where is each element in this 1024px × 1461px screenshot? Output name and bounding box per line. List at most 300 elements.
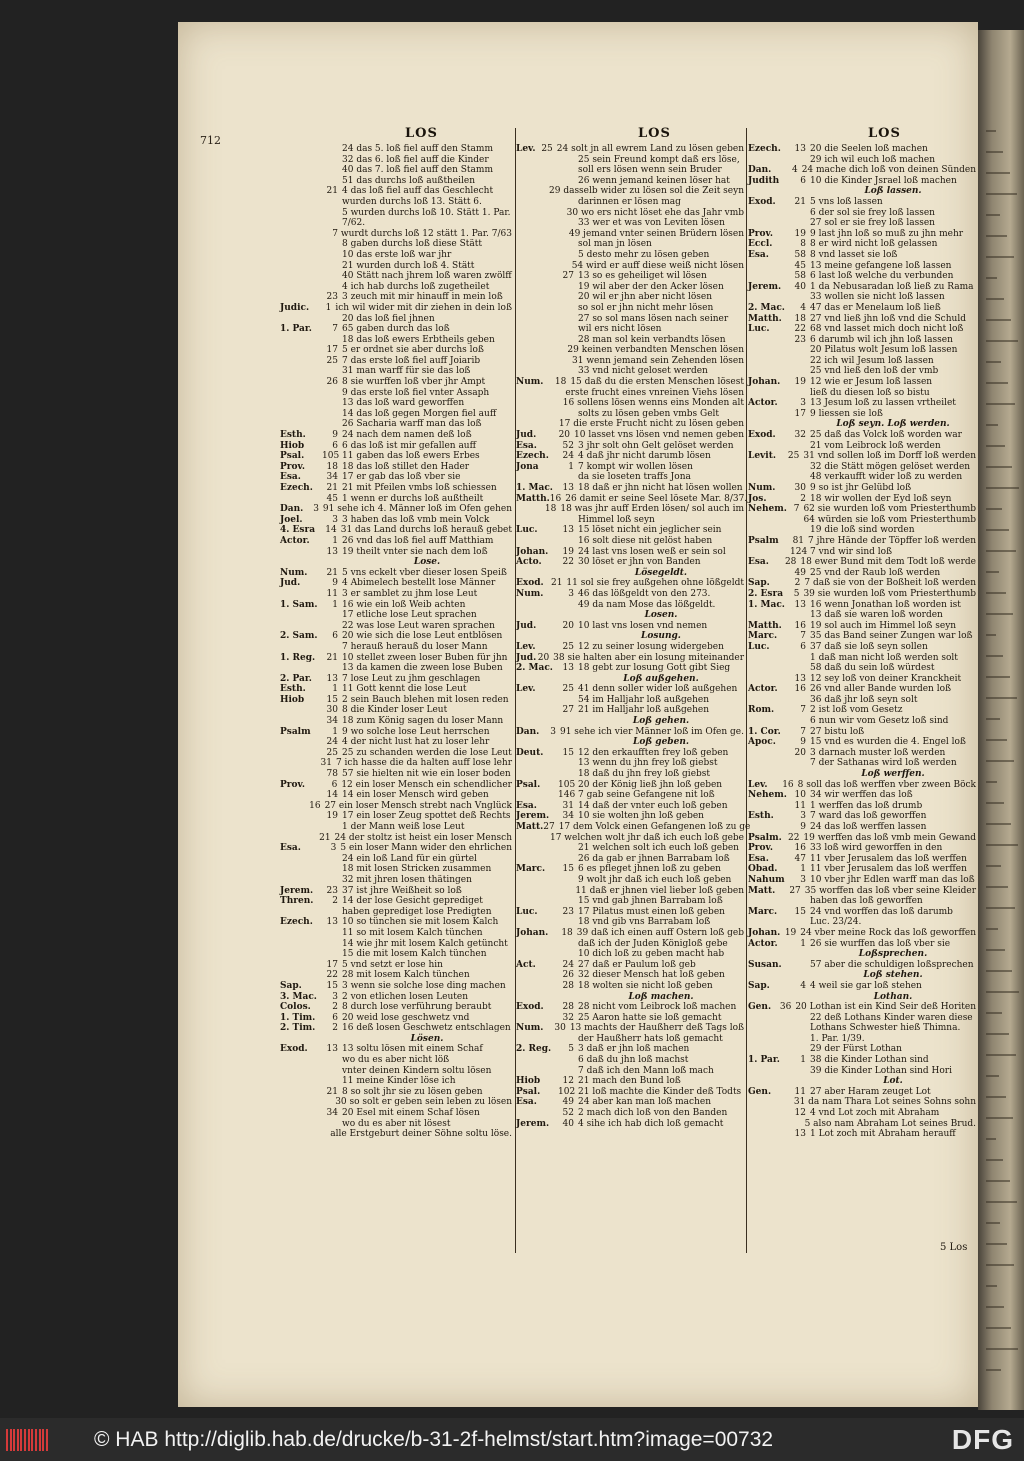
entry-chapter (322, 208, 342, 219)
entry-chapter: 21 (326, 652, 338, 663)
entry-book: 2. Sam. (280, 631, 318, 642)
entry-book (748, 716, 790, 727)
entry-book (748, 695, 790, 706)
entry-text: haben das loß geworffen (810, 896, 923, 907)
entry-text: 13 das loß ward geworffen (342, 398, 465, 409)
index-entry (280, 653, 512, 664)
edge-text-fragment (986, 1138, 996, 1140)
entry-chapter (322, 165, 342, 176)
index-entry (748, 483, 976, 494)
column-head-2: LOS (638, 126, 671, 141)
entry-chapter: 1 (332, 535, 338, 546)
entry-text: 8 sie wurffen loß vber jhr Ampt (342, 377, 486, 388)
entry-book: Esa. (748, 249, 769, 260)
entry-chapter: 13 (562, 663, 574, 674)
entry-text: 8 vnd lasset sie loß (810, 249, 898, 260)
index-entry (748, 398, 976, 409)
entry-book (516, 600, 558, 611)
entry-book (748, 356, 790, 367)
entry-book: Colos. (280, 1002, 311, 1013)
entry-text: 25 Aaron hatte sie loß gemacht (578, 1012, 722, 1023)
entry-chapter: 26 (562, 970, 574, 981)
edge-text-fragment (986, 361, 1001, 363)
index-entry (748, 621, 976, 632)
entry-chapter (790, 716, 810, 727)
entry-book: Num. (516, 1023, 544, 1034)
entry-text: 54 wird er auff diese weiß nicht lösen (571, 260, 744, 271)
entry-text: 3 darnach muster loß werden (810, 747, 946, 758)
entry-chapter: 4 (791, 165, 798, 176)
entry-chapter: 14 (325, 525, 337, 536)
entry-book (516, 674, 558, 685)
index-heading (516, 737, 744, 748)
entry-chapter: 5 (793, 588, 800, 599)
entry-book (516, 854, 558, 865)
entry-chapter: 4 (800, 302, 806, 313)
entry-book (748, 970, 790, 981)
index-entry (516, 949, 744, 960)
entry-chapter: 13 (326, 546, 338, 557)
index-entry (280, 1044, 512, 1055)
entry-text: Lösen. (410, 1033, 444, 1044)
index-entry (516, 419, 744, 430)
entry-text: 91 sehe ich vier Männer loß im Ofen ge. (559, 726, 744, 737)
entry-book (516, 356, 554, 367)
index-entry (516, 854, 744, 865)
entry-book (280, 409, 322, 420)
entry-chapter (790, 419, 810, 430)
entry-book: Exod. (748, 196, 776, 207)
entry-chapter: 9 (800, 822, 806, 832)
entry-book: Nahum (748, 874, 785, 885)
entry-text: 37 daß sie loß seyn sollen (810, 641, 928, 652)
entry-text: 10 die Kinder Jsrael loß machen (810, 175, 957, 186)
entry-text: 9 so ist jhr Gelübd loß (810, 483, 912, 493)
index-entry (748, 451, 976, 462)
index-entry (516, 801, 744, 812)
entry-text: 20 wil er jhn aber nicht lösen (578, 292, 713, 303)
entry-text: 12 ein loser Mensch ein schendlicher (341, 779, 512, 790)
entry-book (516, 186, 537, 197)
entry-text: 16 sollens lösen wenns eins Monden alt (562, 398, 744, 409)
entry-chapter: 13 (794, 599, 806, 610)
copyright-link[interactable]: © HAB http://diglib.hab.de/drucke/b-31-2f-helmst/start.htm?image=00732 (94, 1427, 774, 1451)
entry-book (748, 663, 790, 674)
entry-book (748, 1129, 790, 1140)
entry-book: Psal. (280, 451, 305, 462)
entry-text: 20 das loß fiel jhnen (342, 313, 435, 324)
index-entry (748, 907, 976, 918)
index-entry (280, 780, 512, 791)
edge-text-fragment (986, 172, 1010, 174)
edge-text-fragment (986, 802, 1004, 804)
entry-text: 30 so solt er geben sein leben zu lösen (335, 1097, 512, 1108)
entry-book (516, 769, 558, 780)
entry-text: 7/62. (342, 218, 366, 229)
entry-chapter: 21 (794, 196, 806, 207)
index-entry (516, 303, 744, 314)
entry-book: Marc. (748, 631, 778, 642)
index-entry (748, 197, 976, 208)
index-entry (516, 1002, 744, 1013)
entry-book: 2. Mac. (748, 302, 785, 313)
entry-book: Thren. (280, 896, 314, 907)
entry-text: soll ers lösen wenn sein Bruder (578, 165, 722, 176)
index-entry (280, 949, 512, 960)
entry-chapter (790, 345, 810, 356)
index-entry (280, 684, 512, 695)
entry-chapter: 25 (787, 451, 800, 462)
entry-text: 29 keinen verbandten Menschen lösen (567, 345, 744, 356)
entry-chapter (558, 600, 578, 611)
entry-text: 29 der Fürst Lothan (810, 1044, 902, 1055)
barcode-stripe (24, 1429, 26, 1451)
entry-chapter (558, 769, 578, 780)
entry-chapter (322, 621, 342, 632)
edge-text-fragment (986, 781, 997, 783)
entry-book (516, 398, 547, 409)
index-entry (748, 737, 976, 748)
index-entry (280, 568, 512, 579)
index-column-1 (280, 144, 512, 1254)
entry-book (280, 366, 322, 377)
index-entry (516, 695, 744, 706)
entry-book (280, 186, 322, 197)
index-entry (516, 335, 744, 346)
entry-book (280, 864, 322, 875)
entry-text: 13 daß sie waren loß worden (810, 610, 943, 621)
entry-text: alle Erstgeburt deiner Söhne soltu löse. (330, 1129, 512, 1140)
index-entry (280, 642, 512, 653)
entry-book (748, 896, 790, 907)
index-entry (516, 833, 744, 844)
entry-text: 24 mache dich loß von deinen Sünden (801, 165, 976, 176)
entry-text: 7 lose Leut zu jhm geschlagen (342, 673, 481, 684)
entry-book (748, 292, 790, 303)
entry-text: 1 daß man nicht loß werden solt (810, 652, 958, 663)
index-entry (516, 875, 744, 886)
entry-book: Luc. (516, 525, 538, 536)
entry-book: 1. Mac. (516, 483, 553, 493)
index-entry (516, 928, 744, 939)
index-entry (516, 758, 744, 769)
index-entry (516, 589, 744, 600)
entry-chapter: 16 (794, 684, 806, 695)
entry-book: 2. Reg. (516, 1044, 552, 1055)
entry-text: 25 vnd der Raub loß werden (810, 567, 941, 578)
edge-text-fragment (986, 1348, 1018, 1350)
entry-chapter (315, 229, 332, 240)
entry-chapter: 23 (326, 885, 338, 896)
entry-chapter: 45 (326, 493, 338, 504)
entry-book (280, 621, 322, 632)
entry-text: 14 der lose Gesicht geprediget (342, 896, 483, 907)
index-entry (280, 1002, 512, 1013)
index-entry (516, 186, 744, 197)
entry-chapter (547, 398, 563, 409)
entry-book (748, 208, 790, 219)
entry-book (516, 303, 558, 314)
entry-book (516, 271, 558, 282)
entry-chapter (790, 949, 810, 960)
entry-book (280, 875, 322, 886)
entry-chapter (558, 992, 578, 1003)
index-entry (280, 811, 512, 822)
entry-book: Esa. (516, 440, 537, 451)
entry-chapter (558, 1066, 578, 1077)
index-heading (748, 992, 976, 1003)
index-entry (516, 981, 744, 992)
index-entry (516, 1055, 744, 1066)
entry-text: 22 ich wil Jesum loß lassen (810, 355, 934, 366)
entry-book (516, 737, 558, 748)
entry-text: 35 worffen das loß vber seine Kleider (804, 885, 976, 896)
entry-chapter: 20 (537, 652, 550, 663)
entry-chapter: 16 (794, 843, 806, 854)
entry-text: 6 es pfleget jhnen loß zu geben (578, 864, 721, 875)
entry-chapter (554, 356, 572, 367)
edge-text-fragment (986, 130, 996, 132)
entry-chapter (790, 663, 810, 674)
entry-chapter: 16 (309, 800, 321, 811)
entry-book: Luc. (748, 324, 770, 335)
index-entry (280, 1129, 512, 1140)
index-entry (516, 1034, 744, 1045)
index-entry (748, 218, 976, 229)
index-heading (748, 970, 976, 981)
entry-chapter (322, 610, 342, 621)
entry-text: 8 so solt jhr sie zu lösen geben (342, 1086, 483, 1097)
entry-book (280, 398, 322, 409)
entry-book (280, 960, 322, 971)
entry-chapter (558, 409, 578, 420)
entry-text: 35 das Band seiner Zungen war loß (810, 631, 973, 642)
entry-text: 9 das erste loß fiel vnter Assaph (342, 387, 490, 398)
entry-chapter: 19 (794, 228, 806, 239)
entry-text: 7 daß sie von der Boßheit loß werden (804, 578, 976, 589)
entry-chapter (790, 1023, 810, 1034)
entry-text: Loß geben. (632, 737, 690, 748)
entry-chapter (322, 822, 342, 833)
entry-text: 2 sein Bauch blehen mit losen reden (342, 694, 509, 705)
entry-chapter: 12 (794, 1108, 806, 1119)
entry-text: 15 daß du die ersten Menschen lösest (570, 377, 744, 388)
index-entry (280, 833, 512, 844)
entry-chapter: 28 (784, 557, 797, 568)
index-entry (280, 197, 512, 208)
index-entry (516, 1097, 744, 1108)
next-page-edge (978, 30, 1024, 1410)
entry-book: Matth. (748, 313, 782, 324)
entry-chapter: 8 (800, 239, 806, 250)
index-entry (516, 769, 744, 780)
index-entry (748, 801, 976, 812)
entry-text: vnter deinen Kindern soltu lösen (342, 1065, 492, 1076)
entry-text: 18 daß du jhn frey loß giebst (578, 769, 711, 780)
entry-chapter (558, 1034, 578, 1045)
entry-chapter (322, 271, 342, 282)
entry-text: 16 solt diese nit gelöst haben (578, 535, 713, 546)
edge-text-fragment (986, 340, 1018, 342)
entry-chapter (790, 610, 810, 621)
entry-chapter (551, 229, 568, 240)
entry-book (516, 695, 558, 706)
entry-chapter (558, 716, 578, 727)
index-entry (516, 451, 744, 462)
index-entry (516, 1087, 744, 1098)
entry-book: Dan. (516, 726, 540, 737)
entry-book: Jos. (748, 493, 767, 504)
entry-chapter: 36 (779, 1002, 792, 1013)
entry-text: 3 er samblet zu jhm lose Leut (342, 588, 478, 599)
entry-book (280, 610, 322, 621)
entry-chapter (558, 949, 578, 960)
entry-book: Jud. (516, 430, 537, 441)
entry-text: 64 würden sie loß vom Priesterthumb (803, 514, 976, 525)
edge-text-fragment (986, 214, 1000, 216)
index-entry (516, 218, 744, 229)
index-entry (280, 409, 512, 420)
barcode-stripe (13, 1429, 15, 1451)
index-entry (748, 780, 976, 791)
entry-book (748, 366, 790, 377)
index-entry (748, 1119, 976, 1130)
entry-text: 6 das loß ist mir gefallen auff (342, 440, 476, 451)
index-entry (280, 165, 512, 176)
entry-chapter (558, 165, 578, 176)
entry-chapter: 21 (326, 567, 338, 578)
index-entry (516, 504, 744, 515)
entry-chapter (553, 261, 571, 272)
entry-book (280, 494, 322, 505)
entry-chapter: 6 (332, 1012, 338, 1023)
entry-text: 12 sey loß von deiner Kranckheit (810, 673, 962, 684)
index-entry (748, 409, 976, 420)
entry-text: ich wil wider mit dir ziehen in dein loß (335, 302, 512, 313)
entry-text: Loß werffen. (861, 769, 925, 780)
index-entry (748, 695, 976, 706)
entry-text: 57 sie hielten nit wie ein loser boden (342, 769, 511, 780)
entry-text: 68 vnd lasset mich doch nicht loß (810, 324, 964, 335)
index-entry (516, 144, 744, 155)
index-entry (280, 398, 512, 409)
index-entry (748, 610, 976, 621)
entry-book (280, 419, 322, 430)
index-entry (748, 557, 976, 568)
entry-text: 15 löset nicht ein jeglicher sein (578, 525, 722, 536)
index-entry (748, 1034, 976, 1045)
index-entry (516, 578, 744, 589)
entry-text: 11 vber Jerusalem das loß werffen (810, 864, 967, 875)
entry-chapter (322, 928, 342, 939)
entry-book (280, 208, 322, 219)
entry-book (516, 335, 558, 346)
index-entry (748, 430, 976, 441)
entry-text: 26 wenn jemand keinen löser hat (578, 175, 730, 186)
entry-book: Actor. (748, 398, 778, 409)
entry-text: 7 herauß herauß du loser Mann (342, 641, 488, 652)
entry-text: 15 vnd gab jhnen Barrabam loß (578, 896, 723, 907)
entry-chapter: 11 (794, 1086, 806, 1097)
index-entry (516, 663, 744, 674)
entry-book: Psalm. (748, 832, 782, 843)
entry-text: 18 das loß stillet den Hader (342, 461, 470, 472)
entry-chapter (558, 515, 578, 526)
entry-text: 12 zu seiner losung widergeben (578, 641, 724, 652)
entry-book (748, 547, 790, 558)
index-entry (516, 1108, 744, 1119)
entry-book (748, 801, 790, 812)
entry-chapter (790, 695, 810, 706)
entry-text: sol man jn lösen (578, 239, 652, 250)
edge-text-fragment (986, 1159, 1003, 1161)
entry-chapter: 25 (562, 684, 574, 695)
entry-text: 51 das durchs loß außtheilen (342, 175, 476, 186)
entry-chapter: 16 (782, 779, 794, 790)
entry-chapter: 30 (794, 483, 806, 493)
entry-book (516, 292, 558, 303)
entry-chapter: 15 (562, 747, 574, 758)
entry-book (516, 536, 558, 547)
index-heading (748, 769, 976, 780)
edge-text-fragment (986, 739, 1007, 741)
entry-chapter: 17 (794, 408, 806, 419)
entry-chapter (322, 197, 342, 208)
entry-chapter (558, 250, 578, 261)
index-entry (280, 356, 512, 367)
entry-chapter: 58 (794, 249, 806, 260)
entry-chapter: 13 (562, 525, 574, 536)
entry-text: 7 ich hasse die da halten auff lose lehr (335, 758, 512, 769)
entry-chapter (550, 345, 567, 356)
entry-text: Luc. 23/24. (810, 917, 862, 928)
entry-text: 5 er ordnet sie aber durchs loß (342, 345, 484, 356)
entry-chapter (558, 292, 578, 303)
entry-text: 20 weid lose geschwetz vnd (342, 1012, 470, 1023)
entry-chapter: 7 (800, 726, 806, 737)
entry-book (516, 165, 558, 176)
entry-chapter: 1 (800, 1055, 806, 1066)
index-entry (280, 155, 512, 166)
entry-book (748, 610, 790, 621)
entry-chapter: 32 (794, 430, 806, 441)
index-entry (516, 208, 744, 219)
entry-book (516, 515, 558, 526)
entry-book (280, 1066, 322, 1077)
index-entry (280, 388, 512, 399)
entry-book: Gen. (748, 1086, 772, 1097)
entry-chapter (790, 292, 810, 303)
entry-chapter (322, 250, 342, 261)
index-entry (748, 1055, 976, 1066)
entry-chapter (322, 282, 342, 293)
entry-book: Judic. (280, 302, 310, 313)
index-entry (280, 939, 512, 950)
entry-book: Matth. (748, 620, 782, 631)
entry-text: Lösegeldt. (634, 567, 688, 578)
index-entry (516, 939, 744, 950)
entry-book (280, 663, 322, 674)
index-entry (748, 705, 976, 716)
edge-text-fragment (986, 1306, 1004, 1308)
index-entry (516, 727, 744, 738)
entry-book (748, 1119, 786, 1130)
entry-chapter: 49 (794, 567, 806, 578)
entry-chapter (790, 960, 810, 971)
entry-book: Johan. (516, 927, 549, 938)
edge-text-fragment (986, 613, 1013, 615)
entry-text: 31 da nam Thara Lot seines Sohns sohn (793, 1097, 976, 1108)
